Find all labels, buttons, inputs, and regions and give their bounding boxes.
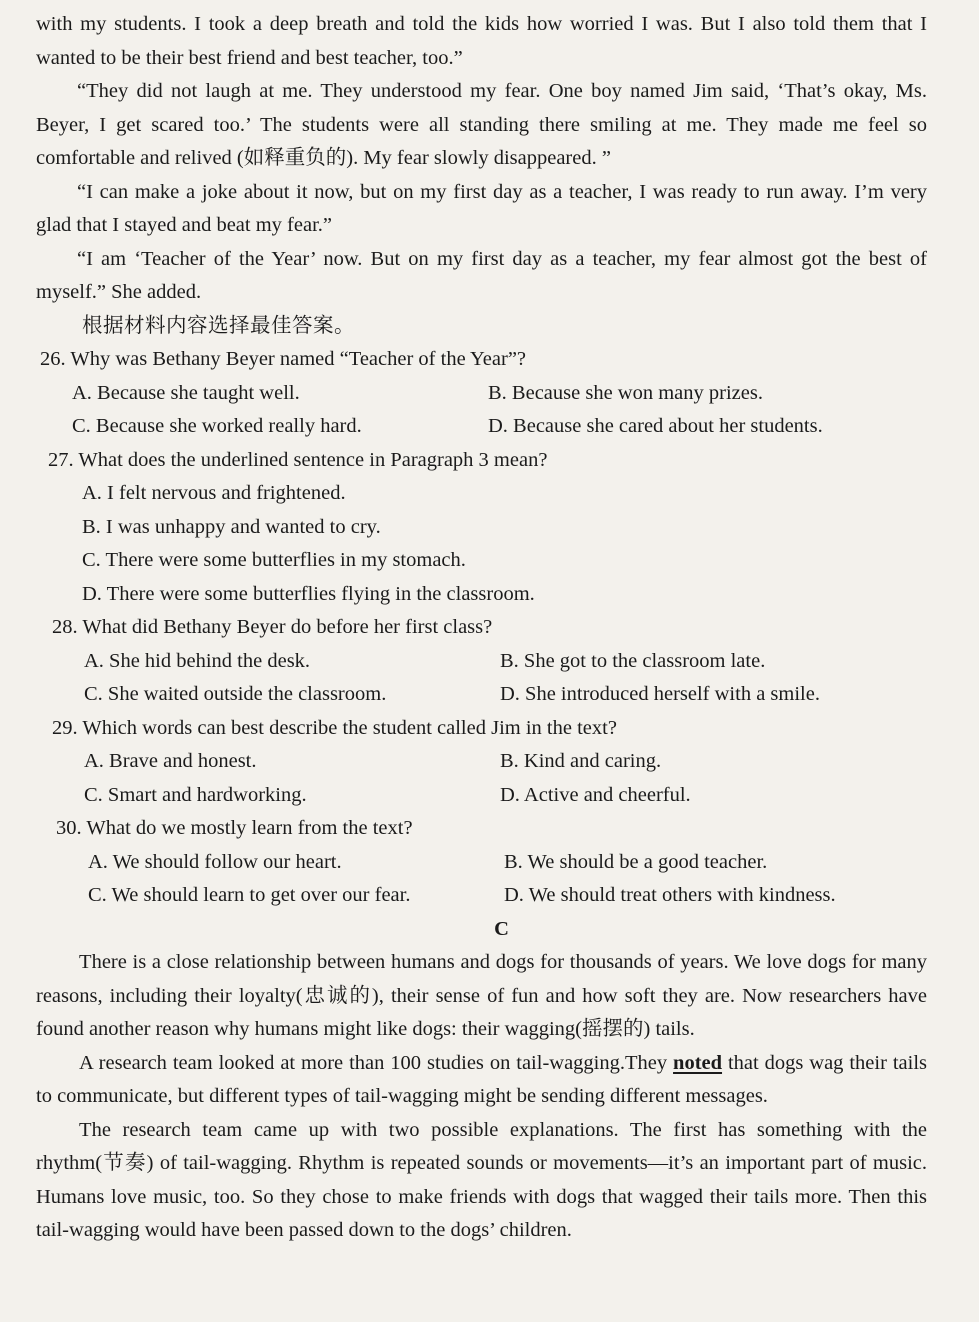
question-26 — [36, 343, 927, 444]
underlined-word: noted — [673, 1051, 723, 1074]
option-a: A. I felt nervous and frightened. — [82, 482, 346, 504]
question-28 — [36, 611, 927, 712]
option-b: B. She got to the classroom late. — [500, 649, 766, 672]
option-a: A. She hid behind the desk. — [84, 649, 311, 672]
question-stem: 29. Which words can best describe the student called Jim in the text? — [52, 716, 617, 739]
question-stem: 30. What do we mostly learn from the text? — [56, 817, 413, 839]
question-stem: 28. What did Bethany Beyer do before her first class? — [52, 616, 493, 638]
question-29 — [36, 712, 927, 813]
option-a: A. We should follow our heart. — [88, 850, 342, 873]
question-stem: 26. Why was Bethany Beyer named “Teacher of the Year”? — [40, 348, 527, 370]
option-b: B. We should be a good teacher. — [504, 850, 768, 873]
paragraph — [36, 1047, 927, 1114]
question-stem: 27. What does the underlined sentence in Paragraph 3 mean? — [48, 448, 548, 471]
option-d: D. Because she cared about her students. — [488, 415, 823, 437]
paragraph-text: A research team looked at more than 100 studies on tail-wagging.They — [79, 1051, 674, 1074]
options-row — [52, 846, 927, 880]
option-d: D. We should treat others with kindness. — [504, 884, 836, 906]
section-heading: C — [494, 917, 509, 940]
question-30 — [36, 812, 927, 913]
option-c: C. Smart and hardworking. — [84, 783, 307, 806]
option-c: C. Because she worked really hard. — [72, 415, 362, 437]
options-row — [48, 779, 927, 813]
option-c: C. We should learn to get over our fear. — [88, 884, 411, 906]
passage-b-continuation — [36, 8, 927, 310]
paragraph-text: that dogs wag their tails to communicate, but different types of tail-wagging might be sending different messages. — [36, 1051, 927, 1107]
instruction-text: 根据材料内容选择最佳答案。 — [82, 314, 355, 337]
question-27 — [36, 444, 927, 612]
option-a: A. Brave and honest. — [84, 750, 257, 772]
options-row — [48, 678, 927, 712]
paragraph: “I can make a joke about it now, but on my first day as a teacher, I was ready to run away. I’m very glad that I stayed and beat my fear.” — [36, 180, 927, 236]
options-row — [48, 745, 927, 779]
option-a: A. Because she taught well. — [72, 381, 300, 404]
option-c: C. There were some butterflies in my stomach. — [82, 549, 466, 571]
option-d: D. There were some butterflies flying in the classroom. — [82, 582, 535, 605]
options-row — [48, 645, 927, 679]
option-b: B. Because she won many prizes. — [488, 381, 763, 404]
option-d: D. Active and cheerful. — [500, 783, 691, 806]
options-row — [36, 410, 927, 444]
option-d: D. She introduced herself with a smile. — [500, 683, 820, 705]
paragraph: The research team came up with two possible explanations. The first has something with the rhythm(节奏) of tail-wagging. Rhythm is repeated sounds or movements—it’s an important part of music. Humans love music, too. So they chose to make friends with dogs that wagged their tails more. Then this tail-wagging would have been passed down to the dogs’ children. — [36, 1118, 927, 1241]
options-row — [52, 879, 927, 913]
option-b: B. Kind and caring. — [500, 750, 662, 772]
options-row — [36, 377, 927, 411]
option-b: B. I was unhappy and wanted to cry. — [82, 515, 381, 538]
option-c: C. She waited outside the classroom. — [84, 683, 387, 705]
paragraph: with my students. I took a deep breath and told the kids how worried I was. But I also told them that I wanted to be their best friend and best teacher, too.” — [36, 13, 927, 69]
paragraph: There is a close relationship between humans and dogs for thousands of years. We love dogs for many reasons, including their loyalty(忠诚的), their sense of fun and how soft they are. Now researchers have found another reason why humans might like dogs: their wagging(摇摆的) tails. — [36, 951, 927, 1040]
paragraph: “I am ‘Teacher of the Year’ now. But on my first day as a teacher, my fear almost got the best of myself.” She added. — [36, 247, 927, 303]
passage-c — [36, 946, 927, 1248]
paragraph: “They did not laugh at me. They understood my fear. One boy named Jim said, ‘That’s okay, Ms. Beyer, I get scared too.’ The students were all standing there smiling at me. They made me feel so comfortable and relived (如释重负的). My fear slowly disappeared. ” — [36, 80, 927, 169]
